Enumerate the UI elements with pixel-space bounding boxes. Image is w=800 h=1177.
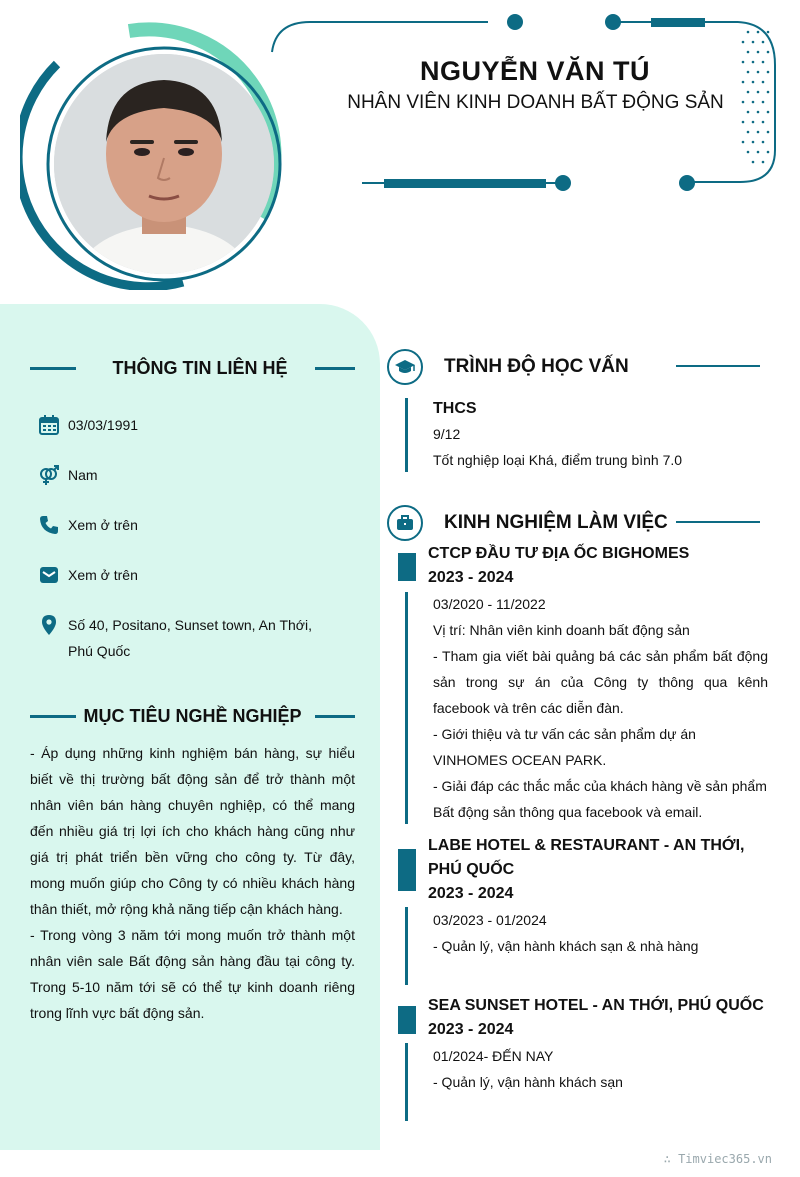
- job-years: 2023 - 2024: [428, 569, 514, 586]
- experience-section-title: KINH NGHIỆM LÀM VIỆC: [444, 512, 668, 533]
- experience-badge: [387, 505, 423, 541]
- job-company: SEA SUNSET HOTEL - AN THỚI, PHÚ QUỐC: [428, 997, 764, 1014]
- job-years: 2023 - 2024: [428, 1021, 514, 1038]
- education-grade: 9/12: [433, 426, 461, 442]
- divider-line: [676, 365, 760, 367]
- graduation-cap-icon: [394, 356, 416, 378]
- contact-address: [38, 614, 338, 664]
- job-detail-line: - Giải đáp các thắc mắc của khách hàng về sản phẩm Bất động sản thông qua facebook và email.: [433, 778, 767, 820]
- education-school: THCS: [433, 400, 477, 417]
- objective-paragraph: - Trong vòng 3 năm tới mong muốn trở thành một nhân viên sale Bất động sản hàng đầu tại công ty. Trong 5-10 năm tới sẽ có thể tự kinh doanh riêng trong lĩnh vực bất động sản.: [30, 927, 355, 1021]
- timeline-bar: [405, 592, 408, 824]
- divider-line: [676, 521, 760, 523]
- divider-line: [315, 715, 355, 718]
- phone-icon: [38, 514, 60, 536]
- job-title: NHÂN VIÊN KINH DOANH BẤT ĐỘNG SẢN: [347, 92, 724, 113]
- job-details: [433, 591, 768, 825]
- timeline-bar: [405, 1043, 408, 1121]
- job-details: [433, 907, 768, 959]
- job-detail-line: - Giới thiệu và tư vấn các sản phẩm dự án VINHOMES OCEAN PARK.: [433, 726, 696, 768]
- job-detail-line: - Quản lý, vận hành khách sạn & nhà hàng: [433, 938, 699, 954]
- education-note: Tốt nghiệp loại Khá, điểm trung bình 7.0: [433, 452, 683, 468]
- job-details: [433, 1043, 768, 1095]
- email-value: Xem ở trên: [68, 567, 138, 583]
- birthday-value: 03/03/1991: [68, 417, 139, 433]
- phone-value: Xem ở trên: [68, 517, 138, 533]
- contact-gender: [38, 464, 338, 488]
- avatar-frame: [20, 20, 290, 290]
- timeline-bar: [405, 907, 408, 985]
- briefcase-icon: [395, 513, 415, 533]
- contact-section-title: THÔNG TIN LIÊN HỆ: [112, 358, 288, 378]
- objective-paragraph: - Áp dụng những kinh nghiệm bán hàng, sự hiểu biết về thị trường bất động sản để trở thành một nhân viên bán hàng chuyên nghiệp, có thể mang đến nhiều giá trị lợi ích cho khách hàng cũng như giá trị phát triển bền vững cho công ty. Từ đây, mong muốn giúp cho Công ty có nhiều khách hàng thân thiết, mở rộng khả năng tiếp cận khách hàng.: [30, 745, 355, 917]
- job-detail-line: - Quản lý, vận hành khách sạn: [433, 1074, 623, 1090]
- calendar-icon: [38, 414, 60, 436]
- education-badge: [387, 349, 423, 385]
- job-marker: [398, 553, 416, 581]
- job-marker: [398, 849, 416, 891]
- timeline-bar: [405, 398, 408, 472]
- location-pin-icon: [38, 614, 60, 636]
- objective-text: [30, 740, 355, 1026]
- gender-icon: [38, 464, 60, 486]
- job-marker: [398, 1006, 416, 1034]
- job-detail-line: Vị trí: Nhân viên kinh doanh bất động sản: [433, 622, 690, 638]
- job-period: 03/2023 - 01/2024: [433, 912, 547, 928]
- full-name: NGUYỄN VĂN TÚ: [419, 56, 650, 86]
- divider-line: [30, 715, 76, 718]
- contact-birthday: [38, 414, 338, 438]
- job-period: 03/2020 - 11/2022: [433, 596, 546, 612]
- job-period: 01/2024- ĐẾN NAY: [433, 1048, 554, 1064]
- address-value: Số 40, Positano, Sunset town, An Thới, Phú Quốc: [68, 617, 312, 659]
- gender-value: Nam: [68, 467, 98, 483]
- email-icon: [38, 564, 60, 586]
- job-detail-line: - Tham gia viết bài quảng bá các sản phẩm bất động sản trong sự án của Công ty thông qua kênh facebook và trên các diễn đàn.: [433, 648, 768, 716]
- job-company: CTCP ĐẦU TƯ ĐỊA ỐC BIGHOMES: [428, 545, 690, 562]
- watermark: ∴ Timviec365.vn: [663, 1152, 772, 1166]
- profile-photo: [54, 54, 274, 274]
- divider-line: [30, 367, 76, 370]
- contact-phone: [38, 514, 338, 538]
- divider-line: [315, 367, 355, 370]
- education-section-title: TRÌNH ĐỘ HỌC VẤN: [444, 356, 629, 377]
- job-company: LABE HOTEL & RESTAURANT - AN THỚI, PHÚ QUỐC: [428, 837, 745, 878]
- job-years: 2023 - 2024: [428, 885, 514, 902]
- contact-email: [38, 564, 338, 588]
- objective-section-title: MỤC TIÊU NGHỀ NGHIỆP: [83, 706, 302, 726]
